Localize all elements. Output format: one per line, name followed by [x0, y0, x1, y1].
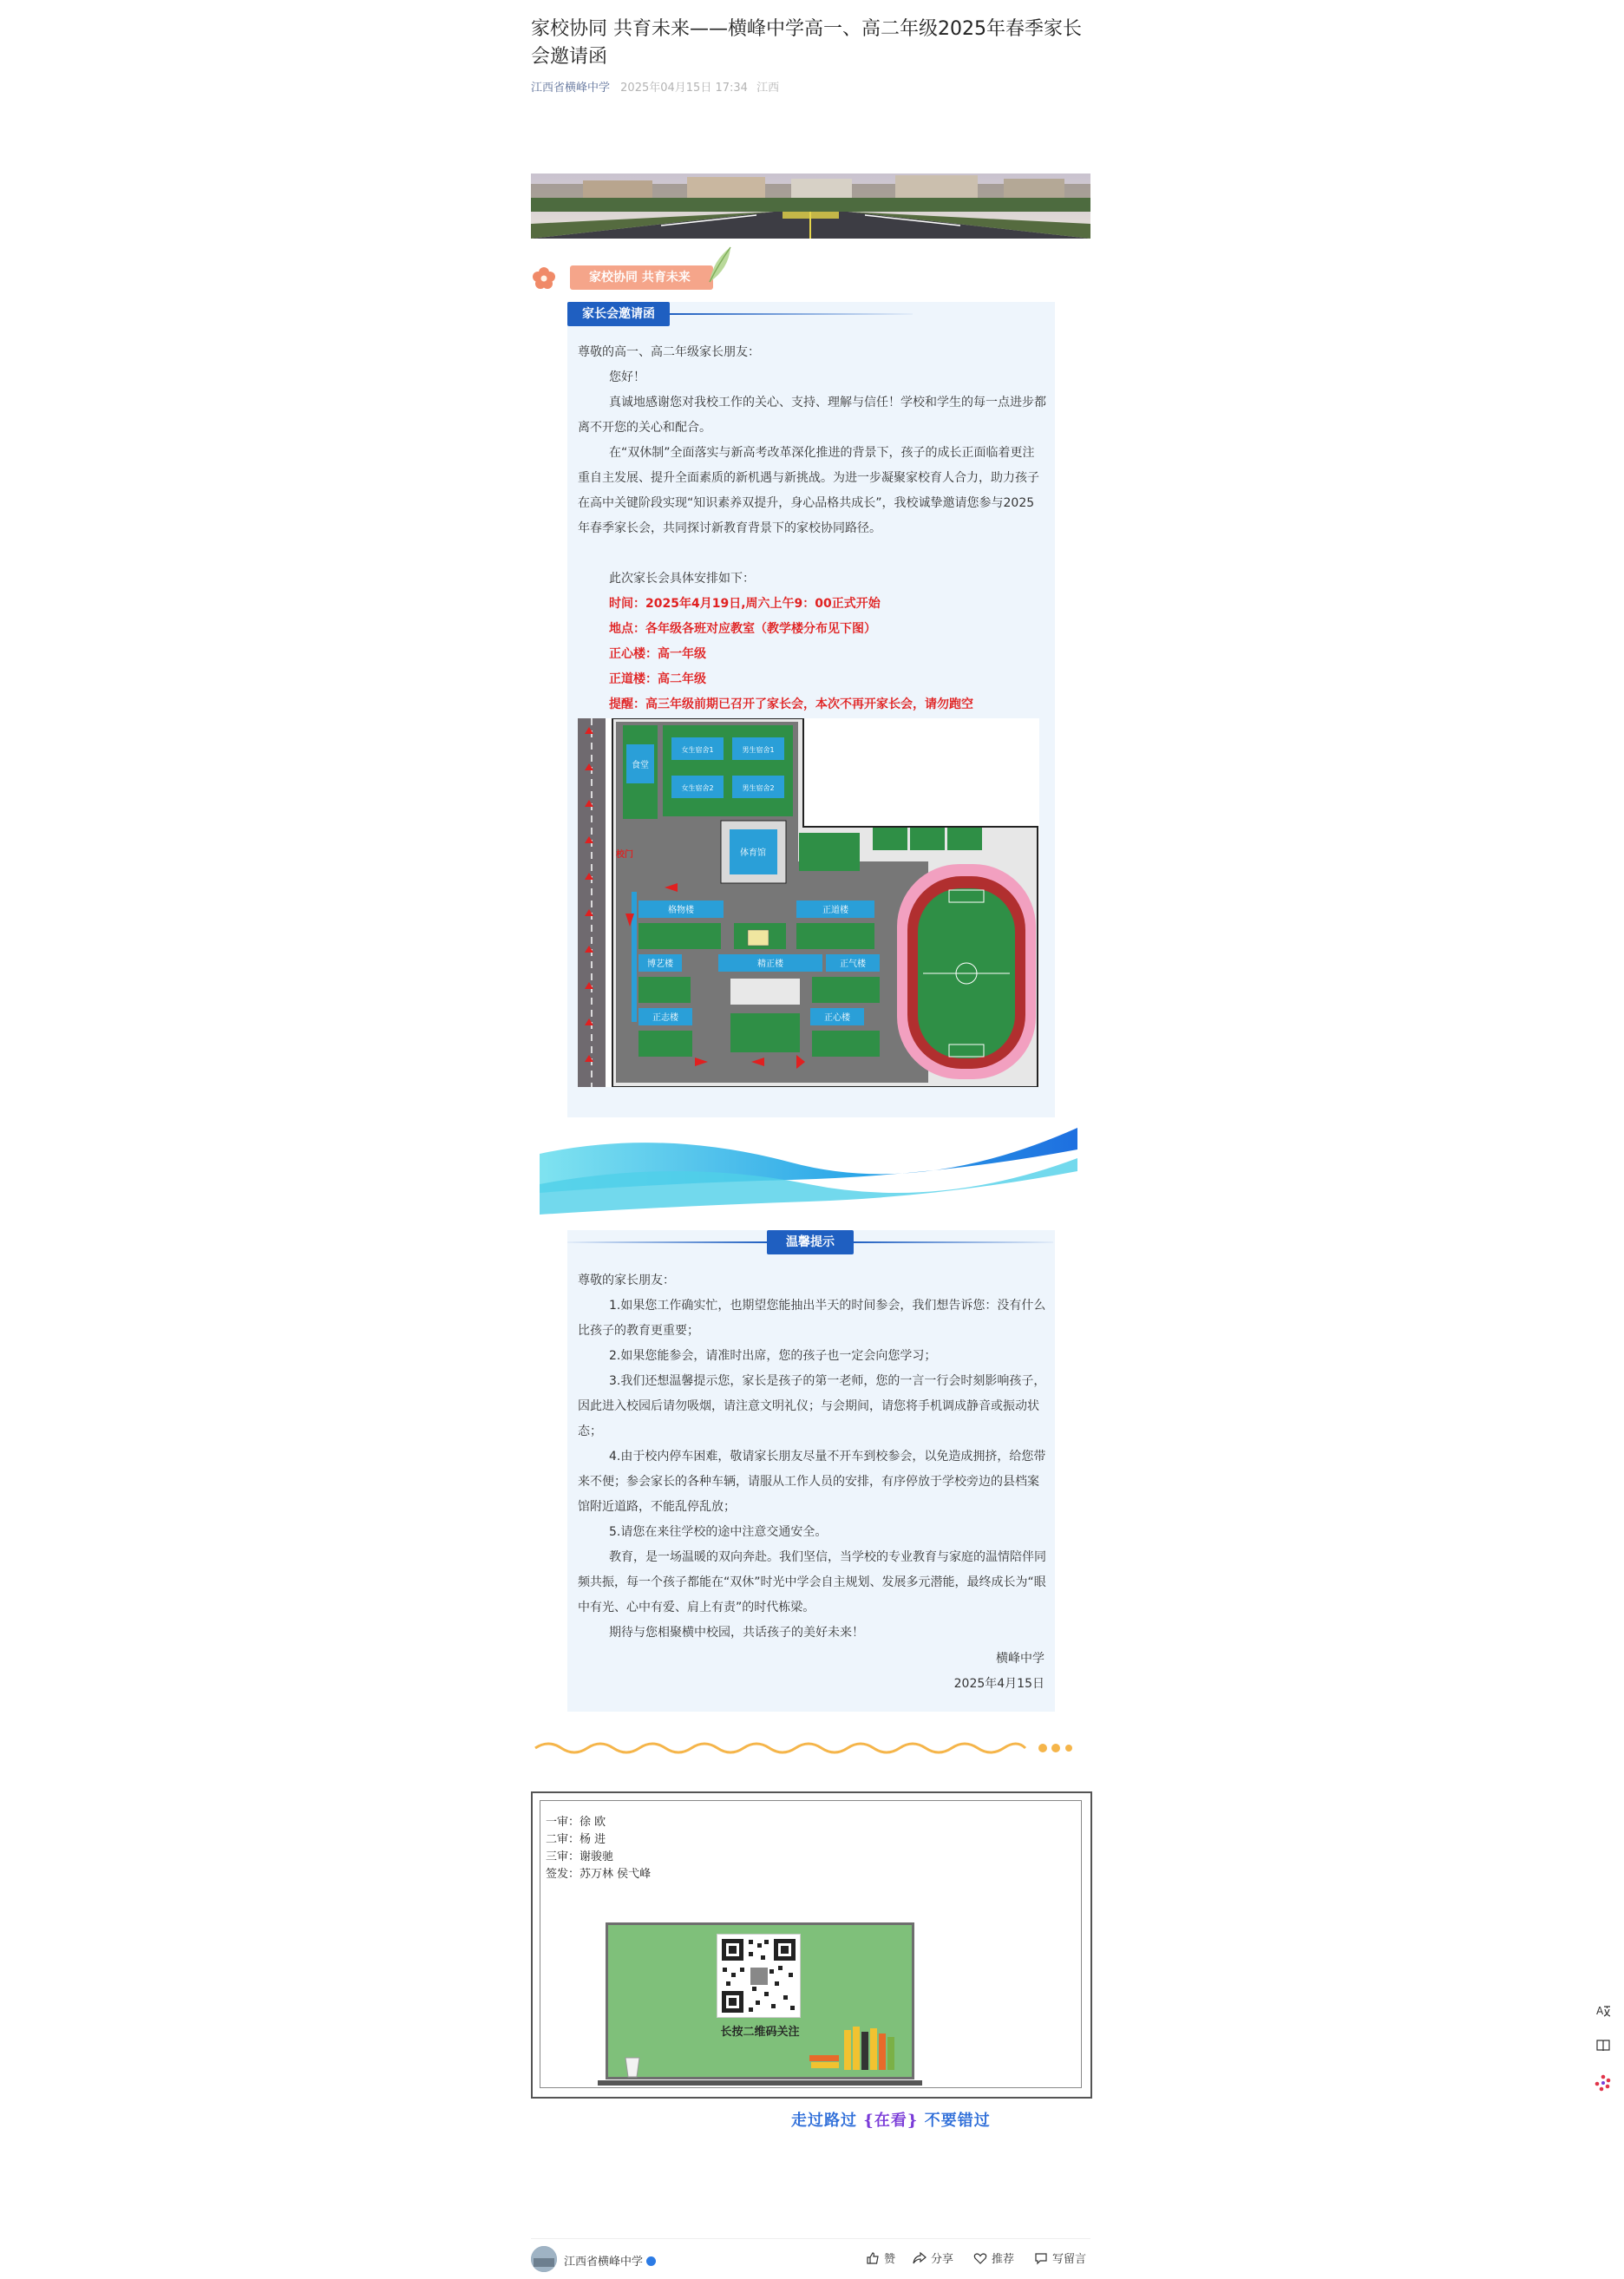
translate-button[interactable] — [1586, 1997, 1621, 2025]
share-button[interactable] — [913, 2250, 953, 2266]
invite-paragraph-2: 在“双休制”全面落实与新高考改革深化推进的背景下，孩子的成长正面临着更注重自主发展、提升全面素质的新机遇与新挑战。为进一步凝聚家校育人合力，助力孩子在高中关键阶段实现“知识素养双提升，身心品格共成长”，我校诚挚邀请您参与2025年春季家长会，共同探讨新教育背景下的家校协同路径。 — [578, 446, 1039, 535]
account-name[interactable] — [564, 2252, 656, 2269]
slogan-part-2: {在看} — [863, 2112, 919, 2130]
campus-map — [578, 718, 1039, 1087]
tips-card — [567, 1230, 1055, 1712]
issuer: 签发：苏万林 侯弋峰 — [546, 1868, 652, 1881]
invite-paragraph-3: 此次家长会具体安排如下： — [609, 572, 755, 586]
tip-2: 2.如果您能参会，请准时出席，您的孩子也一定会向您学习； — [609, 1349, 937, 1363]
map-label-zhengxin: 正心楼 — [824, 1013, 850, 1023]
read-more-slogan — [791, 2108, 991, 2131]
divider — [670, 313, 913, 315]
divider — [567, 1241, 767, 1243]
building-grade2: 正道楼：高二年级 — [609, 672, 706, 686]
invite-paragraph-1: 真诚地感谢您对我校工作的关心、支持、理解与信任！学校和学生的每一点进步都离不开您的关心和配合。 — [578, 396, 1046, 435]
account-avatar[interactable] — [531, 2246, 557, 2272]
section-pill — [531, 260, 1090, 295]
account-name-label: 江西省横峰中学 — [564, 2256, 644, 2269]
meeting-reminder: 提醒：高三年级前期已召开了家长会，本次不再开家长会，请勿跑空 — [609, 697, 973, 711]
qr-code[interactable] — [717, 1934, 801, 2018]
map-label-zhengdao: 正道楼 — [822, 906, 848, 915]
share-icon — [913, 2251, 927, 2265]
tip-5: 5.请您在来往学校的途中注意交通安全。 — [609, 1525, 828, 1539]
map-label-gym: 体育馆 — [740, 848, 766, 858]
map-label-girls2: 女生宿舍2 — [681, 784, 714, 792]
bottom-action-bar — [531, 2238, 1090, 2277]
invite-greeting: 尊敬的高一、高二年级家长朋友： — [578, 345, 760, 359]
meeting-place: 地点：各年级各班对应教室（教学楼分布见下图） — [609, 622, 876, 636]
verified-icon — [646, 2256, 656, 2266]
building-grade1: 正心楼：高一年级 — [609, 647, 706, 661]
divider — [854, 1241, 1053, 1243]
map-label-canteen: 食堂 — [632, 761, 649, 770]
comment-icon — [1034, 2251, 1048, 2265]
book-icon — [1595, 2038, 1611, 2053]
publish-location: 江西 — [756, 82, 780, 95]
assistant-button[interactable] — [1586, 2069, 1621, 2097]
like-button[interactable] — [866, 2250, 895, 2266]
svg-text:A: A — [1596, 2005, 1604, 2017]
stacked-books-icon — [808, 2053, 842, 2071]
read-mode-button[interactable] — [1586, 2032, 1621, 2060]
chalkboard — [606, 1922, 914, 2079]
map-label-jingzheng: 精正楼 — [757, 959, 783, 969]
share-label: 分享 — [931, 2253, 954, 2266]
board-shelf — [598, 2080, 922, 2086]
translate-icon — [1595, 2003, 1611, 2019]
review-1: 一审：徐 欧 — [546, 1816, 606, 1829]
invitation-card — [567, 302, 1055, 1117]
leaf-icon — [704, 243, 739, 286]
books-icon — [842, 2025, 903, 2073]
decorative-wave — [531, 1123, 1090, 1223]
flower-icon — [531, 265, 557, 291]
campus-banner-image — [531, 174, 1090, 239]
map-label-zhengqi: 正气楼 — [840, 959, 866, 969]
invite-hello: 您好！ — [609, 370, 645, 384]
slogan-part-3: 不要错过 — [924, 2112, 991, 2130]
map-label-gate: 校门 — [616, 850, 633, 860]
tip-4: 4.由于校内停车困难，敬请家长朋友尽量不开车到校参会，以免造成拥挤，给您带来不便；参会家长的各种车辆，请服从工作人员的安排，有序停放于学校旁边的县档案馆附近道路，不能乱停乱放； — [578, 1450, 1046, 1514]
map-label-zhengzhi: 正志楼 — [652, 1013, 678, 1023]
decorative-squiggle — [531, 1735, 1090, 1761]
article-meta — [531, 78, 784, 95]
thumb-up-icon — [866, 2251, 880, 2265]
meeting-time: 时间：2025年4月19日,周六上午9：00正式开始 — [609, 597, 881, 611]
tip-3: 3.我们还想温馨提示您，家长是孩子的第一老师，您的一言一行会时刻影响孩子，因此进入校园后请勿吸烟，请注意文明礼仪；与会期间，请您将手机调成静音或振动状态； — [578, 1374, 1046, 1438]
recommend-button[interactable] — [973, 2250, 1014, 2266]
heart-icon — [973, 2251, 987, 2265]
tips-tab: 温馨提示 — [767, 1230, 854, 1254]
cup-icon — [623, 2054, 642, 2079]
review-3: 三审：谢骏驰 — [546, 1850, 614, 1863]
section-pill-label: 家校协同 共育未来 — [570, 265, 713, 290]
account-link[interactable]: 江西省横峰中学 — [531, 82, 611, 95]
review-2: 二审：杨 进 — [546, 1833, 606, 1846]
editorial-frame — [540, 1800, 1082, 2088]
map-label-boyi: 博艺楼 — [647, 959, 673, 969]
tips-closing: 教育，是一场温暖的双向奔赴。我们坚信，当学校的专业教育与家庭的温情陪伴同频共振，每一个孩子都能在“双休”时光中学会自主规划、发展多元潜能，最终成长为“眼中有光、心中有爱、肩上有责”的时代栋梁。 — [578, 1550, 1046, 1614]
comment-button[interactable] — [1034, 2250, 1086, 2266]
tips-greeting: 尊敬的家长朋友： — [578, 1274, 675, 1287]
signature-date: 2025年4月15日 — [953, 1677, 1044, 1691]
tips-wish: 期待与您相聚横中校园，共话孩子的美好未来！ — [609, 1626, 864, 1640]
like-label: 赞 — [884, 2253, 896, 2266]
qr-caption: 长按二维码关注 — [720, 2026, 800, 2039]
article-title: 家校协同 共育未来——横峰中学高一、高二年级2025年春季家长会邀请函 — [531, 18, 1082, 68]
recommend-label: 推荐 — [992, 2253, 1015, 2266]
assistant-icon — [1594, 2073, 1613, 2092]
signature-school: 横峰中学 — [996, 1652, 1044, 1666]
invitation-tab: 家长会邀请函 — [567, 302, 670, 326]
slogan-part-1: 走过路过 — [791, 2112, 857, 2130]
editorial-footer — [531, 1791, 1092, 2099]
map-label-boys2: 男生宿舍2 — [742, 784, 775, 792]
tip-1: 1.如果您工作确实忙，也期望您能抽出半天的时间参会，我们想告诉您：没有什么比孩子的教育更重要； — [578, 1299, 1046, 1338]
map-label-girls1: 女生宿舍1 — [681, 746, 714, 754]
comment-label: 写留言 — [1052, 2253, 1087, 2266]
publish-time: 2025年04月15日 17:34 — [620, 82, 748, 95]
map-label-boys1: 男生宿舍1 — [742, 746, 775, 754]
map-label-gewu: 格物楼 — [668, 906, 694, 915]
